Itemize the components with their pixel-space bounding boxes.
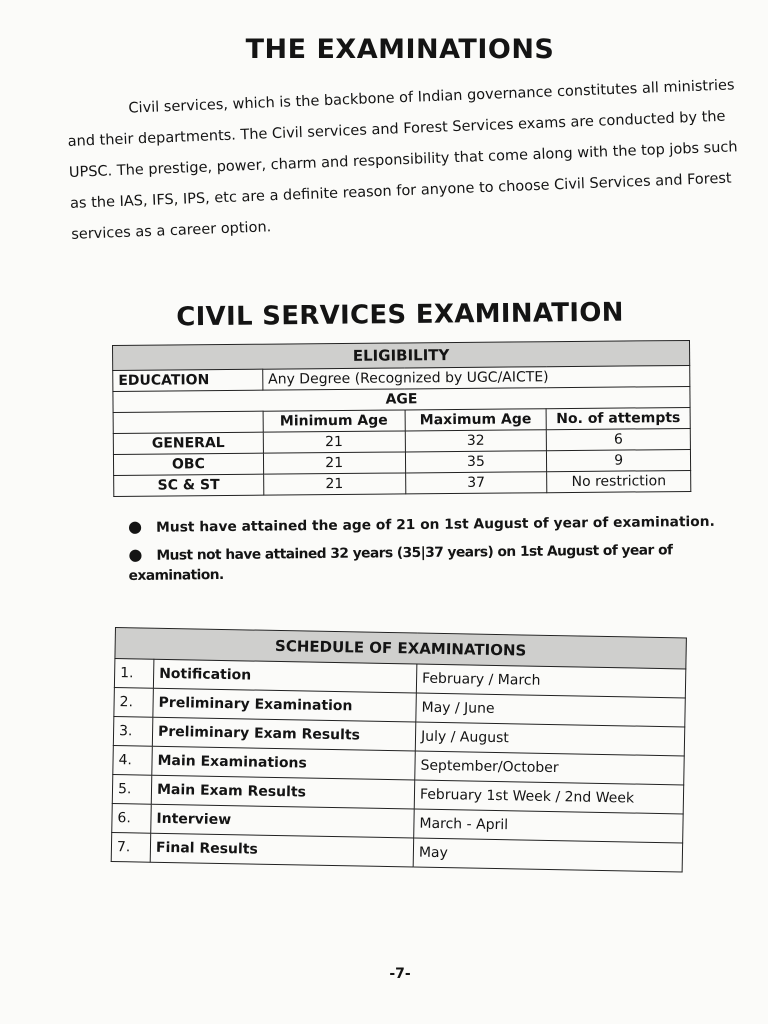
list-item xyxy=(128,539,748,584)
table-row xyxy=(114,470,691,496)
row-number: 7. xyxy=(111,832,151,862)
attempts-cell: 6 xyxy=(547,428,691,450)
column-header-min-age: Minimum Age xyxy=(263,410,405,432)
note-text: Must have attained the age of 21 on 1st August of year of examination. xyxy=(156,513,715,536)
note-text: Must not have attained 32 years (35|37 years) on 1st August of year of examination. xyxy=(128,542,673,584)
education-label: EDUCATION xyxy=(113,369,263,391)
event-cell: Main Exam Results xyxy=(151,775,414,809)
eligibility-notes xyxy=(128,511,749,584)
eligibility-heading: ELIGIBILITY xyxy=(113,340,690,370)
period-cell: May xyxy=(413,838,682,872)
row-number: 2. xyxy=(114,687,154,717)
row-number: 6. xyxy=(112,803,152,833)
header-spacer-cell xyxy=(113,411,263,433)
row-number: 4. xyxy=(113,745,153,775)
period-cell: September/October xyxy=(415,751,684,785)
intro-paragraph xyxy=(66,70,743,251)
row-number: 5. xyxy=(112,774,152,804)
event-cell: Preliminary Exam Results xyxy=(152,717,415,751)
max-age-cell: 32 xyxy=(405,430,547,452)
event-cell: Final Results xyxy=(150,833,413,867)
schedule-table xyxy=(111,627,687,872)
period-cell: February / March xyxy=(416,664,685,698)
intro-text: Civil services, which is the backbone of Indian governance constitutes all ministries and their departments. The Civil services and Forest Services exams are conducted by the UPSC. The prestige, power, charm and responsibility that come along with the top jobs such as the IAS, IFS, IPS, etc are a definite reason for anyone to choose Civil Services and Forest services as a career option. xyxy=(67,77,738,243)
period-cell: May / June xyxy=(416,693,685,727)
period-cell: March - April xyxy=(414,809,683,843)
event-cell: Preliminary Examination xyxy=(153,688,416,722)
min-age-cell: 21 xyxy=(263,431,405,453)
bullet-icon: ● xyxy=(128,516,143,536)
column-header-attempts: No. of attempts xyxy=(546,407,690,429)
category-cell: GENERAL xyxy=(113,432,263,454)
attempts-cell: 9 xyxy=(547,449,691,471)
event-cell: Notification xyxy=(153,659,416,693)
max-age-cell: 37 xyxy=(405,472,547,494)
section-title: CIVIL SERVICES EXAMINATION xyxy=(176,297,624,333)
row-number: 1. xyxy=(114,659,154,689)
period-cell: February 1st Week / 2nd Week xyxy=(414,780,683,814)
min-age-cell: 21 xyxy=(263,473,405,495)
eligibility-table xyxy=(112,340,691,497)
min-age-cell: 21 xyxy=(263,452,405,474)
category-cell: OBC xyxy=(113,453,263,475)
education-value: Any Degree (Recognized by UGC/AICTE) xyxy=(262,365,689,390)
schedule-heading: SCHEDULE OF EXAMINATIONS xyxy=(115,628,686,669)
period-cell: July / August xyxy=(415,722,684,756)
column-header-max-age: Maximum Age xyxy=(405,409,547,431)
page-number: -7- xyxy=(389,966,411,982)
max-age-cell: 35 xyxy=(405,451,547,473)
event-cell: Interview xyxy=(151,804,414,838)
row-number: 3. xyxy=(113,716,153,746)
event-cell: Main Examinations xyxy=(152,746,415,780)
page-title: THE EXAMINATIONS xyxy=(245,34,555,65)
attempts-cell: No restriction xyxy=(547,470,691,492)
age-heading: AGE xyxy=(113,386,690,412)
category-cell: SC & ST xyxy=(114,474,264,496)
bullet-icon: ● xyxy=(128,544,142,564)
